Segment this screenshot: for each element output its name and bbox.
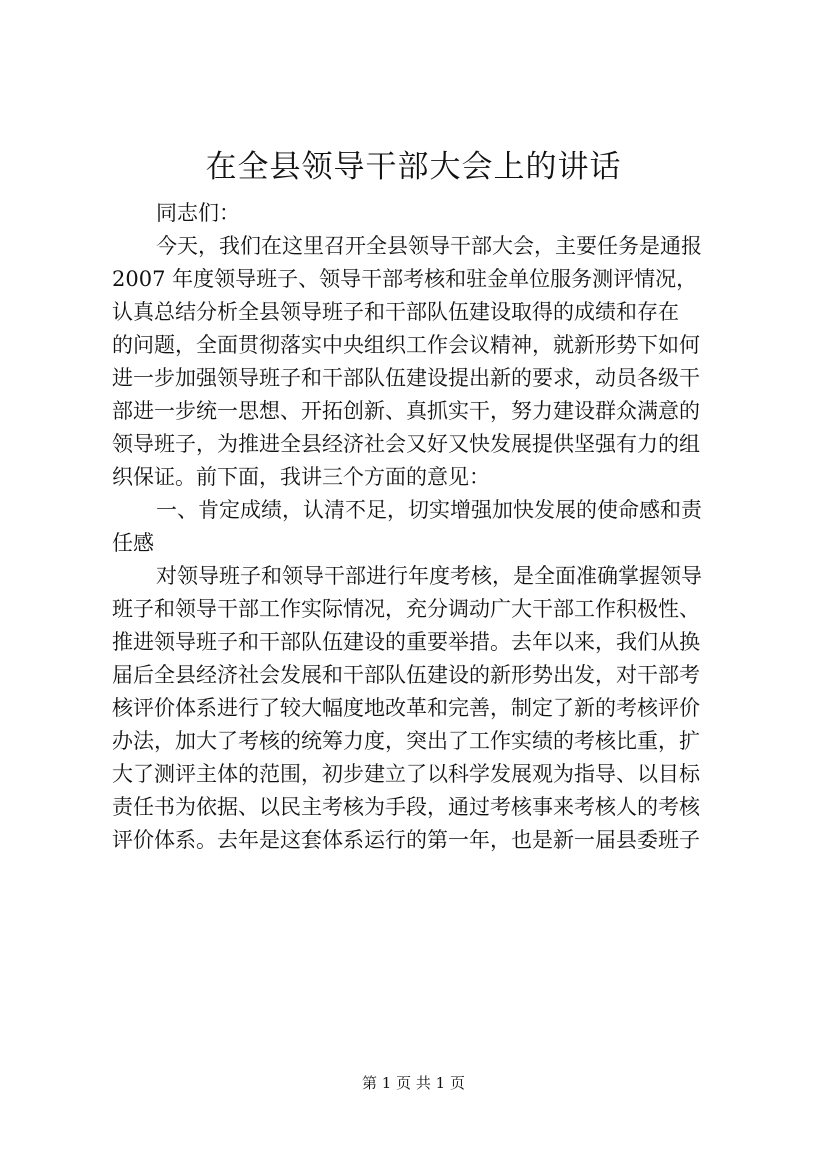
- text-line: 进一步加强领导班子和干部队伍建设提出新的要求，动员各级干: [112, 366, 700, 390]
- text-line: 届后全县经济社会发展和干部队伍建设的新形势出发，对干部考: [112, 663, 700, 687]
- page-number-footer: 第 1 页 共 1 页: [362, 1074, 465, 1092]
- text-line: 办法，加大了考核的统筹力度，突出了工作实绩的考核比重，扩: [112, 729, 700, 753]
- text-line: 大了测评主体的范围，初步建立了以科学发展观为指导、以目标: [112, 762, 700, 786]
- speech-body: [112, 197, 722, 857]
- text-line: 织保证。前下面，我讲三个方面的意见：: [112, 465, 490, 489]
- text-line: 班子和领导干部工作实际情况，充分调动广大干部工作积极性、: [112, 597, 700, 621]
- text-line: 评价体系。去年是这套体系运行的第一年，也是新一届县委班子: [112, 828, 700, 852]
- text-line: 认真总结分析全县领导班子和干部队伍建设取得的成绩和存在: [112, 300, 679, 324]
- text-line: 对领导班子和领导干部进行年度考核，是全面准确掌握领导: [156, 564, 702, 588]
- text-line: 推进领导班子和干部队伍建设的重要举措。去年以来，我们从换: [112, 630, 700, 654]
- document-title: 在全县领导干部大会上的讲话: [205, 149, 622, 185]
- text-line: 2007 年度领导班子、领导干部考核和驻金单位服务测评情况，: [112, 267, 698, 291]
- text-line: 核评价体系进行了较大幅度地改革和完善，制定了新的考核评价: [112, 696, 700, 720]
- text-line: 领导班子，为推进全县经济社会又好又快发展提供坚强有力的组: [112, 432, 700, 456]
- salutation-line: 同志们：: [156, 201, 240, 225]
- section-heading-line: 任感: [112, 531, 154, 555]
- text-line: 今天，我们在这里召开全县领导干部大会，主要任务是通报: [156, 234, 702, 258]
- text-line: 的问题，全面贯彻落实中央组织工作会议精神，就新形势下如何: [112, 333, 700, 357]
- text-line: 责任书为依据、以民主考核为手段，通过考核事来考核人的考核: [112, 795, 700, 819]
- text-line: 部进一步统一思想、开拓创新、真抓实干，努力建设群众满意的: [112, 399, 700, 423]
- section-heading-line: 一、肯定成绩，认清不足，切实增强加快发展的使命感和责: [156, 498, 702, 522]
